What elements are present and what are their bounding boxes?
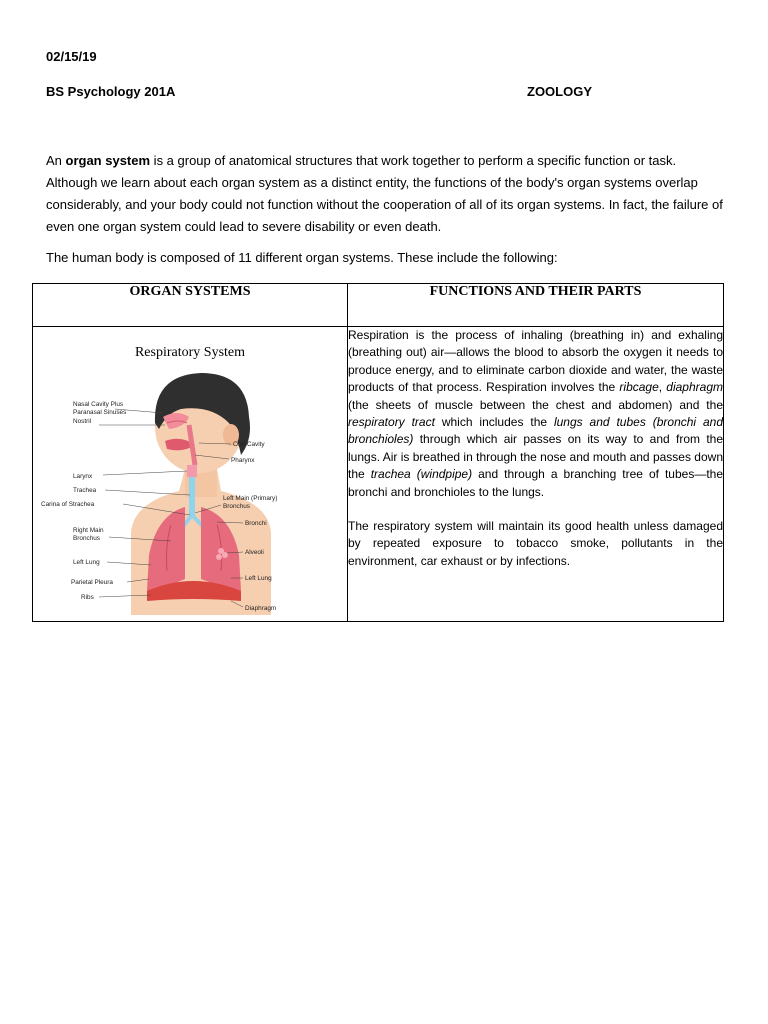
italic-run: ribcage [619,380,659,395]
label-left-main-2: Bronchus [223,503,250,510]
organ-systems-table [32,283,724,622]
label-right-main-1: Right Main [73,527,104,534]
label-right-main-2: Bronchus [73,535,100,542]
text-run: which includes the [434,415,554,430]
label-parietal-pleura: Parietal Pleura [71,579,113,586]
text-run: Respiration is the process of inhaling (breathing in) and exhaling (breathing out) air—allows the blood to absorb the oxygen it needs to produce energy, and to eliminate carbon dioxide and water, the waste products of that process. Respiration involves the [348,328,723,395]
document-date: 02/15/19 [46,49,97,64]
text-run: through which air passes on its way to and from the lungs. Air is breathed in through the nose and mouth and passes down the [348,432,723,482]
intro-term: organ system [65,153,151,168]
italic-run: lungs and tubes (bronchi and bronchioles) [348,415,724,447]
function-paragraph-1 [348,327,723,501]
label-diaphragm: Diaphragm [245,605,277,612]
table-header-row [33,284,724,327]
label-larynx: Larynx [73,473,93,480]
function-paragraph-2: The respiratory system will maintain its good health unless damaged by repeated exposure to tobacco smoke, pollutants in the environment, car exhaust or by infections. [348,519,723,568]
text-run: and through a branching tree of tubes—the bronchi and bronchioles to the lungs. [348,467,724,499]
text-run: (the sheets of muscle between the chest and abdomen) and the [348,397,723,412]
italic-run: respiratory tract [348,415,435,430]
header-functions: FUNCTIONS AND THEIR PARTS [348,284,724,327]
subject-name: ZOOLOGY [527,84,592,99]
table-row [33,327,724,622]
label-trachea: Trachea [73,487,97,494]
label-nostril: Nostril [73,418,92,425]
label-pharynx: Pharynx [231,457,255,464]
label-paranasal: Paranasal Sinuses [73,409,127,416]
label-left-lung-left: Left Lung [73,559,100,566]
label-left-main-1: Left Main (Primary) [223,495,278,502]
respiratory-diagram [41,365,321,615]
system-cell [33,327,348,622]
intro-paragraph [46,150,726,238]
intro-second-paragraph: The human body is composed of 11 different organ systems. These include the following: [46,250,558,265]
intro-prefix: An [46,153,66,168]
italic-run: diaphragm [666,380,723,395]
label-oral-cavity: Oral Cavity [233,441,265,448]
course-name: BS Psychology 201A [46,84,176,99]
label-left-lung-right: Left Lung [245,575,272,582]
label-alveoli: Alveoli [245,549,264,556]
header-organ-systems: ORGAN SYSTEMS [33,284,348,327]
system-title: Respiratory System [134,345,246,360]
label-ribs: Ribs [81,594,94,601]
italic-run: trachea (windpipe) [370,467,473,482]
function-cell [348,327,724,622]
text-run: , [658,380,667,395]
label-bronchi: Bronchi [245,520,267,527]
label-carina: Carina of Strachea [41,501,95,508]
label-nasal-cavity: Nasal Cavity Plus [73,401,124,408]
intro-body: is a group of anatomical structures that work together to perform a specific function or task. Although we learn about each organ system as a distinct entity, the functions of the body's organ systems overlap considerably, and your body could not function without the cooperation of all of its organ systems. In fact, the failure of even one organ system could lead to severe disability or even death. [46,153,723,234]
